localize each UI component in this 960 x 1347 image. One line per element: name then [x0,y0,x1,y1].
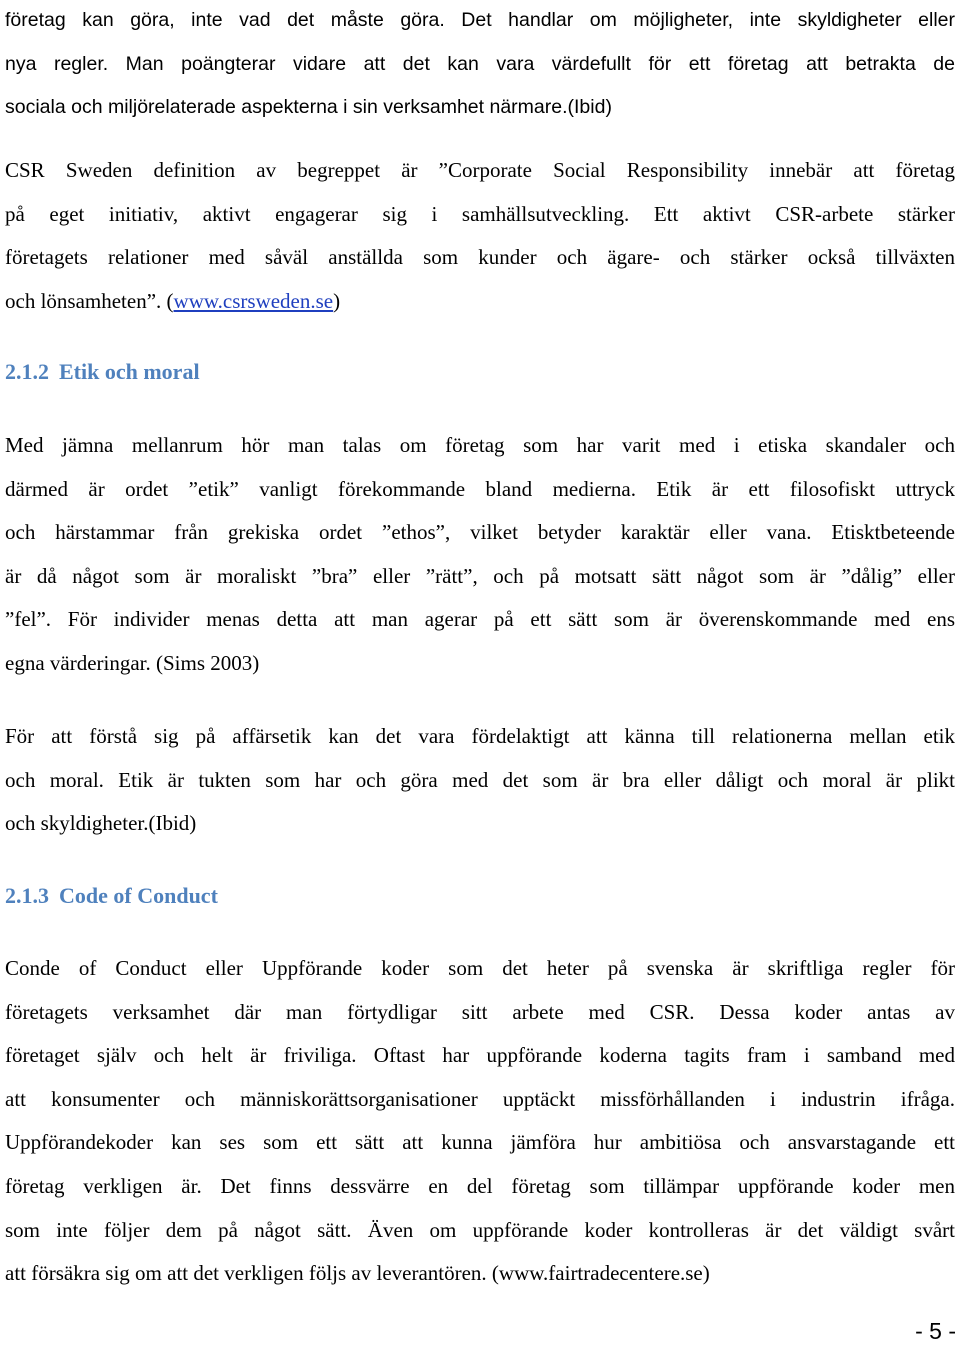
section-heading-code-of-conduct [5,883,218,909]
text-line: nya regler. Man poängterar vidare att det kan vara värdefullt för ett företag att betrakta de [5,52,955,75]
text-line: företag verkligen är. Det finns dessvärre en del företag som tillämpar uppförande koder men [5,1173,955,1198]
text-line: att försäkra sig om att det verkligen följs av leverantören. (www.fairtradecentere.se) [5,1261,710,1286]
text-fragment: och lönsamheten”. ( [5,288,174,313]
section-title: Etik och moral [59,359,200,384]
csrsweden-link[interactable]: www.csrsweden.se [173,288,334,313]
csr-definition-paragraph [5,149,955,323]
section-number: 2.1.3 [5,883,49,908]
text-line: företag kan göra, inte vad det måste göra. Det handlar om möjligheter, inte skyldigheter eller [5,9,955,31]
text-line [5,280,955,324]
text-line: ”fel”. För individer menas detta att man agerar på ett sätt som är överenskommande med ens [5,607,955,632]
text-line: sociala och miljörelaterade aspekterna i sin verksamhet närmare.(Ibid) [5,96,612,119]
text-line: För att förstå sig på affärsetik kan det vara fördelaktigt att känna till relationerna mellan etik [5,724,955,748]
code-of-conduct-paragraph [5,947,955,1296]
text-line: Med jämna mellanrum hör man talas om företag som har varit med i etiska skandaler och [5,433,955,457]
text-line: Conde of Conduct eller Uppförande koder som det heter på svenska är skriftliga regler för [5,956,955,980]
section-heading-etik-och-moral [5,359,200,385]
text-line: att konsumenter och människorättsorganisationer upptäckt missförhållanden i industrin ifråga. [5,1086,955,1111]
page-number: - 5 - [915,1318,956,1344]
text-line: och skyldigheter.(Ibid) [5,811,197,836]
intro-paragraph [5,0,955,130]
section-title: Code of Conduct [59,883,218,908]
text-line: företaget själv och helt är friviliga. Oftast har uppförande koderna tagits fram i samband med [5,1043,955,1068]
text-fragment: ) [333,288,341,313]
text-line: företagets verksamhet där man förtydligar sitt arbete med CSR. Dessa koder antas av [5,999,955,1024]
ethics-paragraph [5,424,955,686]
section-number: 2.1.2 [5,359,49,384]
text-line: företagets relationer med såväl anställda som kunder och ägare- och stärker också tillväxten [5,245,955,270]
text-line: som inte följer dem på något sätt. Även om uppförande koder kontrolleras är det väldigt svårt [5,1217,955,1242]
text-line: egna värderingar. (Sims 2003) [5,650,260,675]
text-line: på eget initiativ, aktivt engagerar sig i samhällsutveckling. Ett aktivt CSR-arbete stärker [5,201,955,226]
text-line: Uppförandekoder kan ses som ett sätt att kunna jämföra hur ambitiösa och ansvarstagande ett [5,1130,955,1155]
text-line: och moral. Etik är tukten som har och göra med det som är bra eller dåligt och moral är plikt [5,767,955,792]
text-line: CSR Sweden definition av begreppet är ”Corporate Social Responsibility innebär att företag [5,158,955,182]
text-line: därmed är ordet ”etik” vanligt förekommande bland medierna. Etik är ett filosofiskt uttryck [5,476,955,501]
business-ethics-paragraph [5,715,955,846]
text-line: är då något som är moraliskt ”bra” eller ”rätt”, och på motsatt sätt något som är ”dålig” eller [5,563,955,588]
text-line: och härstammar från grekiska ordet ”ethos”, vilket betyder karaktär eller vana. Etisktbeteende [5,520,955,545]
